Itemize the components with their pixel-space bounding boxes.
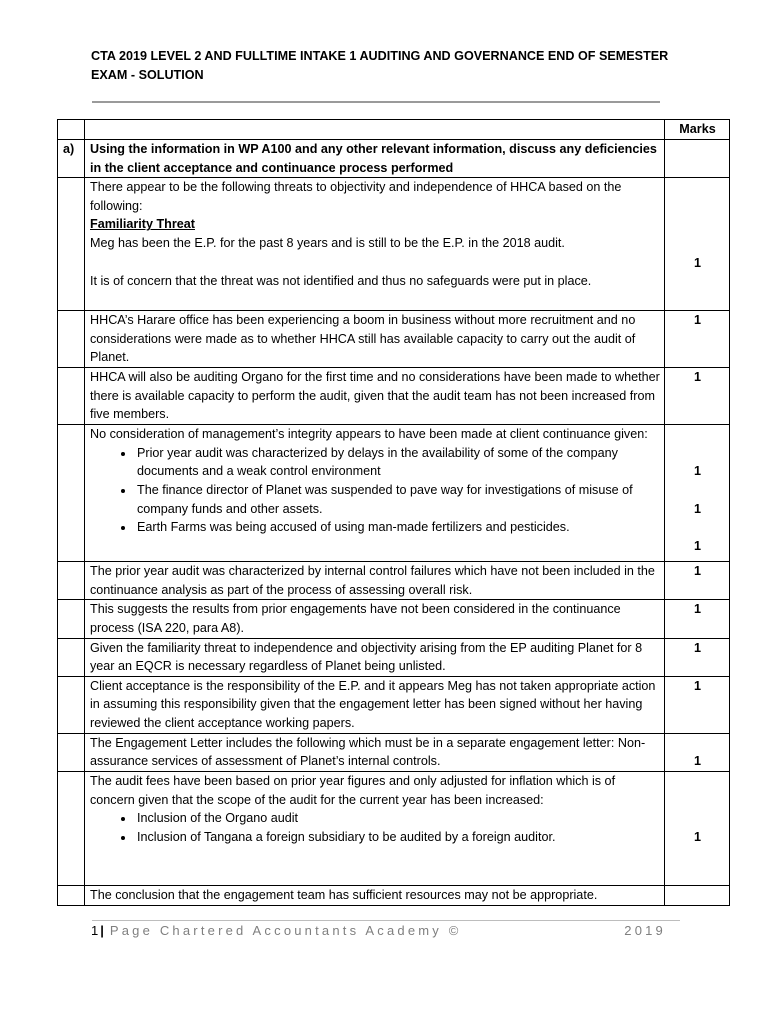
mark-value: 1 (665, 600, 730, 638)
list-item: • Prior year audit was characterized by delays in the availability of some of the company documents and a weak control environment (135, 444, 660, 481)
table-row (58, 676, 730, 733)
label-cell (58, 600, 85, 638)
mark-value (665, 885, 730, 905)
label-cell (58, 178, 85, 311)
answer-text: Client acceptance is the responsibility of the E.P. and it appears Meg has not taken appropriate action in assuming this responsibility given that the engagement letter has been signed without her having reviewed the client acceptance working papers. (85, 676, 665, 733)
answer-cell (85, 771, 665, 885)
table-row (58, 562, 730, 600)
answer-cell (85, 425, 665, 562)
answer-text: The prior year audit was characterized by internal control failures which have not been included in the continuance analysis as part of the process of assessing overall risk. (85, 562, 665, 600)
marks-cell (665, 771, 730, 885)
label-cell (58, 676, 85, 733)
marks-cell (665, 178, 730, 311)
table-row (58, 368, 730, 425)
question-text: Using the information in WP A100 and any other relevant information, discuss any deficiencies in the client acceptance and continuance process performed (85, 140, 665, 178)
answer-text: The Engagement Letter includes the following which must be in a separate engagement letter: Non-assurance services of assessment of Planet’s internal controls. (85, 733, 665, 771)
footer-divider (92, 920, 680, 921)
marks-cell (665, 140, 730, 178)
list-item: • The finance director of Planet was suspended to pave way for investigations of misuse of company funds and other assets. (135, 481, 660, 518)
answer-subheading: Familiarity Threat (90, 217, 195, 232)
answer-intro: No consideration of management’s integrity appears to have been made at client continuance given: (90, 427, 648, 442)
answer-text: HHCA will also be auditing Organo for the first time and no considerations have been made to whether there is available capacity to perform the audit, given that the audit team has not been increased from five members. (85, 368, 665, 425)
answer-intro: The audit fees have been based on prior year figures and only adjusted for inflation which is of concern given that the scope of the audit for the current year has been increased: (90, 773, 616, 807)
list-item: • Inclusion of the Organo audit (135, 809, 660, 828)
footer-separator: | (100, 923, 104, 938)
mark-value: 1 (693, 464, 701, 479)
table-header-row (58, 120, 730, 140)
table-row (58, 638, 730, 676)
answer-paragraph: Meg has been the E.P. for the past 8 years and is still to be the E.P. in the 2018 audit. (90, 235, 565, 250)
page-number: 1 (91, 923, 99, 938)
bullet-list (90, 809, 660, 846)
mark-value: 1 (665, 676, 730, 733)
table-row (58, 771, 730, 885)
question-label: a) (58, 140, 85, 178)
question-row (58, 140, 730, 178)
marks-column-header: Marks (665, 120, 730, 140)
answer-text: HHCA’s Harare office has been experiencing a boom in business without more recruitment and no considerations were made as to whether HHCA still has available capacity to carry out the audit of Planet. (85, 311, 665, 368)
header-empty-cell (58, 120, 85, 140)
label-cell (58, 771, 85, 885)
footer-text: Page Chartered Accountants Academy © (109, 923, 462, 938)
mark-value: 1 (665, 311, 730, 368)
label-cell (58, 368, 85, 425)
mark-value: 1 (693, 256, 701, 271)
answer-intro: There appear to be the following threats to objectivity and independence of HHCA based on the following: (90, 180, 622, 213)
table-row (58, 885, 730, 905)
mark-value: 1 (693, 829, 701, 844)
header-divider (92, 101, 660, 103)
solution-table (57, 119, 730, 906)
label-cell (58, 638, 85, 676)
answer-text: Given the familiarity threat to independence and objectivity arising from the EP auditing Planet for 8 year an EQCR is necessary regardless of Planet being unlisted. (85, 638, 665, 676)
answer-text: This suggests the results from prior engagements have not been considered in the continuance process (ISA 220, para A8). (85, 600, 665, 638)
mark-value: 1 (693, 539, 701, 554)
mark-value: 1 (665, 368, 730, 425)
answer-cell (85, 178, 665, 311)
page-footer (91, 923, 666, 938)
mark-value: 1 (665, 638, 730, 676)
table-row (58, 311, 730, 368)
bullet-list (90, 444, 660, 537)
marks-cell (665, 425, 730, 562)
answer-paragraph: It is of concern that the threat was not identified and thus no safeguards were put in place. (90, 273, 592, 288)
label-cell (58, 311, 85, 368)
list-item: • Inclusion of Tangana a foreign subsidiary to be audited by a foreign auditor. (135, 828, 660, 847)
label-cell (58, 885, 85, 905)
document-title: CTA 2019 LEVEL 2 AND FULLTIME INTAKE 1 AUDITING AND GOVERNANCE END OF SEMESTER EXAM - SOLUTION (91, 49, 669, 82)
table-row (58, 425, 730, 562)
header-empty-cell (85, 120, 665, 140)
footer-year: 2019 (624, 923, 666, 938)
label-cell (58, 425, 85, 562)
label-cell (58, 562, 85, 600)
mark-value: 1 (665, 733, 730, 771)
list-item: • Earth Farms was being accused of using man-made fertilizers and pesticides. (135, 518, 660, 537)
answer-text: The conclusion that the engagement team has sufficient resources may not be appropriate. (85, 885, 665, 905)
mark-value: 1 (665, 562, 730, 600)
table-row (58, 178, 730, 311)
table-row (58, 600, 730, 638)
mark-value: 1 (693, 501, 701, 516)
label-cell (58, 733, 85, 771)
table-row (58, 733, 730, 771)
